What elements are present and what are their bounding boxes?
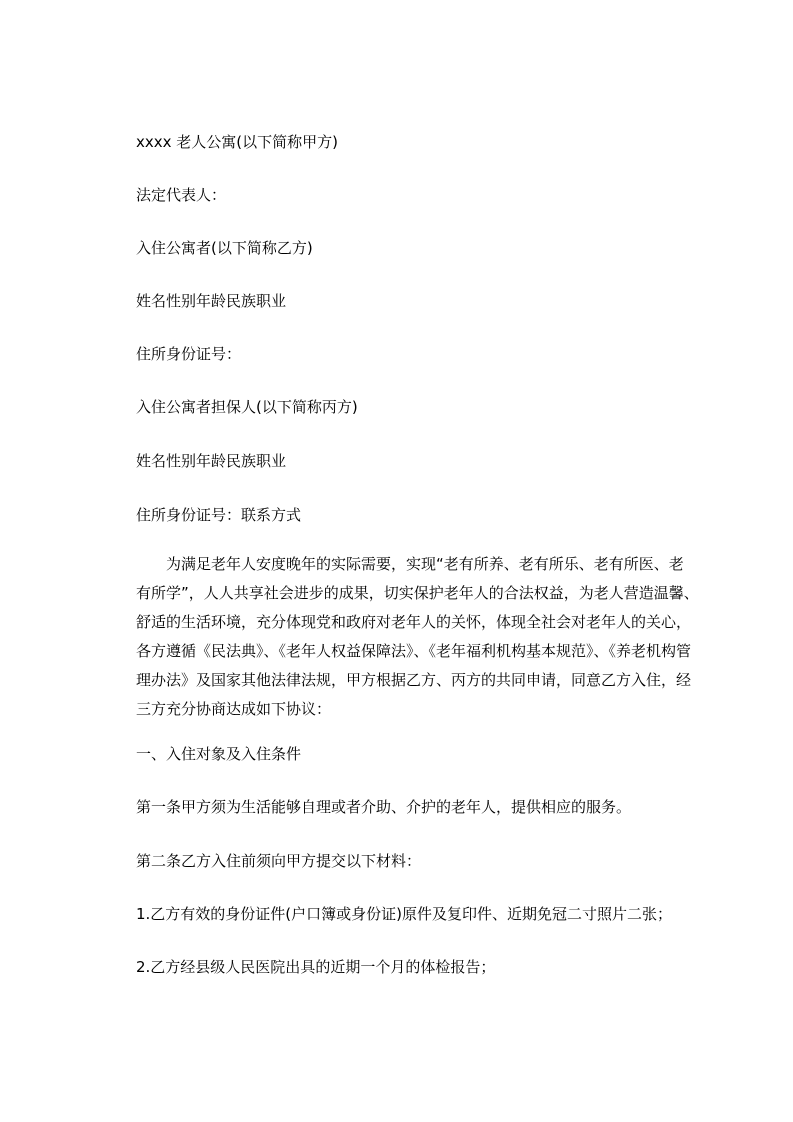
intro-line: 有所学”，人人共享社会进步的成果，切实保护老年人的合法权益，为老人营造温馨、 bbox=[136, 584, 699, 602]
party-a-line: xxxx 老人公寓(以下简称甲方) bbox=[136, 133, 338, 151]
intro-line: 舒适的生活环境，充分体现党和政府对老年人的关怀，体现全社会对老年人的关心， bbox=[136, 613, 692, 631]
intro-paragraph bbox=[136, 550, 713, 724]
intro-line: 为满足老年人安度晚年的实际需要，实现“老有所养、老有所乐、老有所医、老 bbox=[136, 555, 684, 573]
legal-representative-line: 法定代表人： bbox=[136, 186, 227, 204]
party-b-address-id-line: 住所身份证号： bbox=[136, 345, 242, 363]
party-c-line: 入住公寓者担保人(以下简称丙方) bbox=[136, 398, 358, 416]
intro-line: 各方遵循《民法典》、《老年人权益保障法》、《老年福利机构基本规范》、《养老机构管 bbox=[136, 642, 692, 660]
article-2: 第二条乙方入住前须向甲方提交以下材料： bbox=[136, 852, 422, 870]
list-item-1: 1.乙方有效的身份证件(户口簿或身份证)原件及复印件、近期免冠二寸照片二张； bbox=[136, 905, 673, 923]
section-title: 一、入住对象及入住条件 bbox=[136, 745, 302, 763]
party-b-info-fields: 姓名性别年龄民族职业 bbox=[136, 292, 287, 310]
article-1: 第一条甲方须为生活能够自理或者介助、介护的老年人，提供相应的服务。 bbox=[136, 798, 632, 816]
party-c-address-contact-line: 住所身份证号：联系方式 bbox=[136, 506, 302, 524]
party-c-info-fields: 姓名性别年龄民族职业 bbox=[136, 452, 287, 470]
party-b-line: 入住公寓者(以下简称乙方) bbox=[136, 239, 313, 257]
intro-line: 三方充分协商达成如下协议： bbox=[136, 700, 332, 718]
list-item-2: 2.乙方经县级人民医院出具的近期一个月的体检报告； bbox=[136, 958, 496, 976]
intro-line: 理办法》及国家其他法律法规，甲方根据乙方、丙方的共同申请，同意乙方入住，经 bbox=[136, 671, 692, 689]
